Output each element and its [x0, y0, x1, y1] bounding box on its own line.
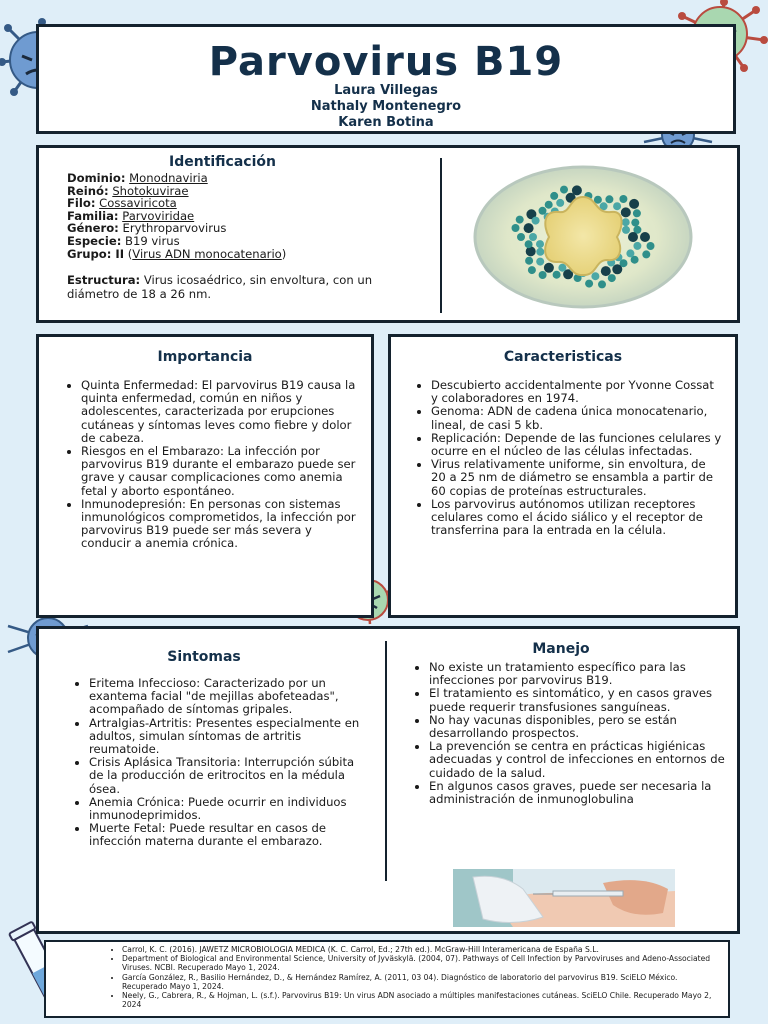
capsid-bead	[628, 232, 638, 242]
capsid-bead	[601, 266, 611, 276]
list-item: • Muerte Fetal: Puede resultar en casos de infección materna durante el embarazo.	[89, 822, 365, 848]
capsid-bead	[619, 195, 627, 203]
symptoms-management-panel	[36, 626, 740, 934]
capsid-bead	[612, 264, 622, 274]
capsid-bead	[633, 242, 641, 250]
list-item: • Replicación: Depende de las funciones celulares y ocurre en el núcleo de las células infectadas.	[431, 432, 723, 458]
structure-label: Estructura:	[67, 273, 141, 287]
taxonomy-link[interactable]: Shotokuvirae	[112, 183, 189, 198]
injection-photo-image	[453, 869, 675, 927]
taxonomy-list	[67, 172, 407, 260]
page-title: Parvovirus B19	[208, 39, 564, 85]
taxonomy-link[interactable]: Cossaviricota	[99, 196, 177, 211]
list-item: • Quinta Enfermedad: El parvovirus B19 causa la quinta enfermedad, común en niños y adolescentes, caracterizada por erupciones cutáneas y síntomas leves como fiebre y dolor de cabeza.	[81, 379, 359, 445]
importance-panel	[36, 334, 374, 618]
capsid-bead	[556, 199, 564, 207]
taxonomy-link[interactable]: Parvoviridae	[122, 208, 195, 223]
capsid-bead	[613, 202, 621, 210]
taxonomy-label: Especie:	[67, 233, 122, 248]
references-list	[46, 945, 728, 1009]
capsid-bead	[525, 240, 533, 248]
capsid-bead	[608, 274, 616, 282]
list-item: • Riesgos en el Embarazo: La infección por parvovirus B19 durante el embarazo puede ser grave y causar complicaciones como anemia fetal y aborto espontáneo.	[81, 445, 359, 498]
characteristics-list	[391, 379, 735, 537]
capsid-bead	[544, 263, 554, 273]
taxonomy-label: Filo:	[67, 196, 96, 211]
list-item: • No hay vacunas disponibles, pero se están desarrollando prospectos.	[429, 714, 727, 740]
list-item: • Virus relativamente uniforme, sin envoltura, de 20 a 25 nm de diámetro se ensambla a partir de 60 copias de proteínas estructurales.	[431, 458, 723, 498]
capsid-bead	[512, 224, 520, 232]
reference-item: • Neely, G., Cabrera, R., & Hojman, L. (s.f.). Parvovirus B19: Un virus ADN asociado a múltiples manifestaciones cutáneas. SciELO Chile. Recuperado Mayo 2, 2024	[122, 991, 720, 1009]
author-name: Nathaly Montenegro	[310, 99, 462, 114]
capsid-bead	[516, 216, 524, 224]
taxonomy-link[interactable]: Virus ADN monocatenario	[132, 246, 282, 261]
capsid-bead	[539, 271, 547, 279]
taxonomy-link[interactable]: Monodnaviria	[129, 171, 208, 185]
list-item: • Anemia Crónica: Puede ocurrir en individuos inmunodeprimidos.	[89, 796, 365, 822]
structure-text	[67, 274, 407, 301]
taxonomy-label: Dominio:	[67, 171, 126, 185]
capsid-bead	[622, 226, 630, 234]
list-item: • Genoma: ADN de cadena única monocatenario, lineal, de casi 5 kb.	[431, 405, 723, 431]
paren-close: )	[281, 246, 287, 261]
list-item: • Eritema Infeccioso: Caracterizado por un exantema facial "de mejillas abofeteadas", acompañado de síntomas gripales.	[89, 677, 365, 717]
capsid-bead	[633, 209, 641, 217]
vertical-divider	[440, 158, 442, 313]
capsid-bead	[532, 217, 540, 225]
capsid-bead	[642, 250, 650, 258]
importance-list	[39, 379, 371, 551]
capsid-bead	[558, 264, 566, 272]
virus-micrograph-image	[471, 162, 693, 312]
identification-heading: Identificación	[169, 154, 276, 170]
capsid-bead	[517, 233, 525, 241]
capsid-bead	[621, 207, 631, 217]
taxonomy-label: Familia:	[67, 208, 119, 223]
reference-item: • Carrol, K. C. (2016). JAWETZ MICROBIOLOGIA MEDICA (K. C. Carrol, Ed.; 27th ed.). McGraw-Hill Interamericana de España S.L.	[122, 945, 720, 954]
management-list	[391, 661, 731, 806]
capsid-bead	[585, 280, 593, 288]
taxonomy-label: Reinó:	[67, 183, 109, 198]
reference-item: • Department of Biological and Environmental Science, University of Jyväskylä. (2004, 07). Pathways of Cell Infection by Parvoviruses and Adeno-Associated Viruses. NCBI. Recuperado Mayo 1, 2024.	[122, 954, 720, 972]
capsid-bead	[647, 242, 655, 250]
capsid-bead	[553, 271, 561, 279]
capsid-bead	[536, 240, 544, 248]
paren-open: (	[127, 246, 133, 261]
list-item: • Crisis Aplásica Transitoria: Interrupción súbita de la producción de eritrocitos en la médula ósea.	[89, 756, 365, 796]
list-item: • La prevención se centra en prácticas higiénicas adecuadas y control de infecciones en entornos de cuidado de la salud.	[429, 740, 727, 780]
symptoms-list	[39, 677, 369, 849]
taxonomy-row	[67, 248, 407, 261]
list-item: • El tratamiento es sintomático, y en casos graves puede requerir transfusiones sanguíneas.	[429, 687, 727, 713]
author-name: Karen Botina	[338, 115, 434, 130]
capsid-bead	[545, 201, 553, 209]
management-heading: Manejo	[532, 641, 590, 657]
vertical-divider	[385, 641, 387, 881]
capsid-bead	[626, 249, 634, 257]
capsid-bead	[536, 248, 544, 256]
taxonomy-label: Género:	[67, 221, 119, 236]
capsid-bead	[524, 223, 534, 233]
characteristics-panel	[388, 334, 738, 618]
capsid-bead	[622, 218, 630, 226]
author-name: Laura Villegas	[334, 83, 438, 98]
characteristics-heading: Caracteristicas	[503, 349, 623, 365]
list-item: • No existe un tratamiento específico para las infecciones por parvovirus B19.	[429, 661, 727, 687]
identification-panel	[36, 145, 740, 323]
list-item: • Artralgias-Artritis: Presentes especialmente en adultos, simulan síntomas de artritis reumatoide.	[89, 717, 365, 757]
taxonomy-label: Grupo: II	[67, 246, 125, 261]
title-panel	[36, 24, 736, 134]
capsid-bead	[631, 219, 639, 227]
references-panel	[44, 940, 730, 1018]
taxonomy-value: Erythroparvovirus	[122, 221, 227, 236]
capsid-bead	[640, 232, 650, 242]
capsid-bead	[528, 266, 536, 274]
symptoms-heading: Sintomas	[167, 649, 241, 665]
capsid-bead	[560, 186, 568, 194]
capsid-bead	[529, 233, 537, 241]
list-item: • Descubierto accidentalmente por Yvonne Cossat y colaboradores en 1974.	[431, 379, 723, 405]
capsid-bead	[591, 272, 599, 280]
taxonomy-value: B19 virus	[125, 233, 180, 248]
capsid-bead	[629, 199, 639, 209]
list-item: • En algunos casos graves, puede ser necesaria la administración de inmunoglobulina	[429, 780, 727, 806]
capsid-bead	[598, 280, 606, 288]
importance-heading: Importancia	[157, 349, 253, 365]
list-item: • Los parvovirus autónomos utilizan receptores celulares como el ácido siálico y el receptor de transferrina para la entrada en la célula.	[431, 498, 723, 538]
list-item: • Inmunodepresión: En personas con sistemas inmunológicos comprometidos, la infección por parvovirus B19 puede ser más severa y conducir a anemia crónica.	[81, 498, 359, 551]
capsid-bead	[525, 257, 533, 265]
structure-description: Virus icosaédrico, sin envoltura, con un diámetro de 18 a 26 nm.	[67, 273, 373, 301]
capsid-bead	[550, 192, 558, 200]
capsid-bead	[605, 195, 613, 203]
reference-item: • García González, R., Basilio Hernández, D., & Hernández Ramírez, A. (2011, 03 04). Diagnóstico de laboratorio del parvovirus B19. SciELO México. Recuperado Mayo 1, 2024.	[122, 973, 720, 991]
capsid-bead	[536, 258, 544, 266]
